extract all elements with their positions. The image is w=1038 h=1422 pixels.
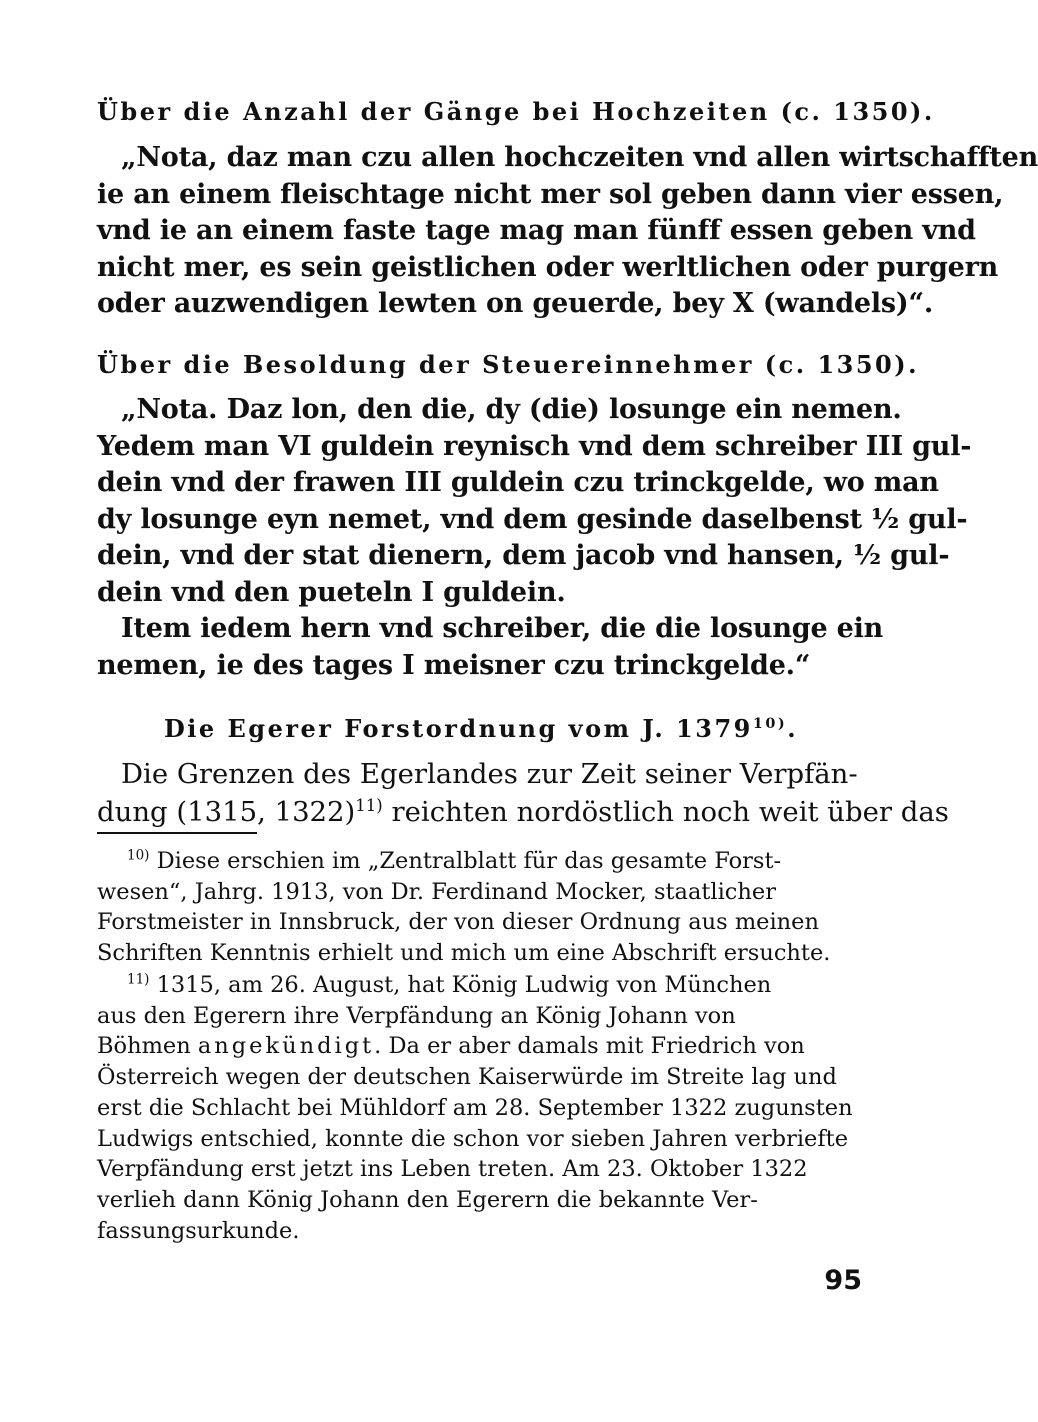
footnote-line: aus den Egerern ihre Verpfändung an König Johann von — [97, 1002, 736, 1029]
quote-wedding-courses — [97, 140, 1038, 323]
section-heading: Über die Besoldung der Steuereinnehmer (c. 1350). — [97, 350, 919, 379]
spaced-emphasis: angekündigt — [197, 1033, 375, 1060]
footnote-ref: 10) — [752, 715, 788, 732]
text-line: dung (1315, 1322)$^{11)}$ reichten nordöstlich noch weit über das — [97, 795, 949, 828]
footnote-line: $^{11)}$ 1315, am 26. August, hat König Ludwig von München — [127, 971, 772, 998]
text-line: dein vnd der frawen III guldein czu trinckgelde, wo man — [97, 467, 939, 498]
footnote-11 — [97, 970, 865, 1246]
text-line: dein, vnd der stat dienern, dem jacob vnd hansen, ½ gul- — [97, 540, 950, 571]
section-heading: Über die Anzahl der Gänge bei Hochzeiten (c. 1350). — [97, 97, 935, 126]
text-line: dy losunge eyn nemet, vnd dem gesinde daselbenst ½ gul- — [97, 503, 968, 535]
quote-tax-collectors — [97, 392, 972, 684]
text-line: nemen, ie des tages I meisner czu trinckgelde.“ — [97, 649, 811, 681]
footnote-line: $^{10)}$ Diese erschien im „Zentralblatt für das gesamte Forst- — [127, 847, 782, 874]
section-forest-order — [97, 712, 865, 746]
body-paragraph — [97, 755, 949, 831]
text-line: nicht mer, es sein geistlichen oder werltlichen oder purgern — [97, 251, 999, 283]
footnote-line: Ludwigs entschied, konnte die schon vor sieben Jahren verbriefte — [97, 1125, 849, 1152]
text-line: Yedem man VI guldein reynisch vnd dem schreiber III gul- — [97, 430, 972, 462]
footnote-line: Schriften Kenntnis erhielt und mich um eine Abschrift ersuchte. — [97, 940, 831, 967]
section-wedding-courses — [97, 95, 935, 129]
text-line: Item iedem hern vnd schreiber, die die losunge ein — [121, 613, 884, 644]
footnote-line: verlieh dann König Johann den Egerern die bekannte Ver- — [97, 1186, 758, 1213]
footnote-line: wesen“, Jahrg. 1913, von Dr. Ferdinand Mocker, staatlicher — [97, 878, 776, 905]
text-line: oder auzwendigen lewten on geuerde, bey X (wandels)“. — [97, 288, 934, 319]
section-heading: Die Egerer Forstordnung vom J. 1379$^{10)}$. — [163, 714, 799, 743]
text-line: „Nota, daz man czu allen hochczeiten vnd allen wirtschafften — [121, 142, 1038, 173]
footnote-line: fassungsurkunde. — [97, 1217, 300, 1244]
text-line: dein vnd den pueteln I guldein. — [97, 576, 566, 608]
page-number: 95 — [824, 1265, 862, 1296]
text-line: „Nota. Daz lon, den die, dy (die) losunge ein nemen. — [121, 394, 902, 425]
footnote-line: Österreich wegen der deutschen Kaiserwürde im Streite lag und — [97, 1064, 837, 1091]
text-line: Die Grenzen des Egerlandes zur Zeit seiner Verpfän- — [121, 758, 858, 790]
footnote-divider — [97, 832, 257, 834]
text-line: vnd ie an einem faste tage mag man fünff essen geben vnd — [97, 215, 976, 246]
footnote-line: erst die Schlacht bei Mühldorf am 28. September 1322 zugunsten — [97, 1094, 853, 1121]
footnote-marker: 10) — [127, 847, 150, 864]
footnote-line: Böhmen angekündigt. Da er aber damals mit Friedrich von — [97, 1033, 805, 1060]
footnote-line: Verpfändung erst jetzt ins Leben treten. Am 23. Oktober 1322 — [97, 1156, 808, 1183]
footnote-marker: 11) — [127, 971, 150, 988]
footnote-10 — [97, 846, 865, 969]
section-tax-collectors — [97, 348, 919, 382]
text-line: ie an einem fleischtage nicht mer sol geben dann vier essen, — [97, 178, 1004, 210]
footnote-ref: 11) — [355, 795, 383, 815]
footnote-line: Forstmeister in Innsbruck, der von dieser Ordnung aus meinen — [97, 909, 819, 936]
